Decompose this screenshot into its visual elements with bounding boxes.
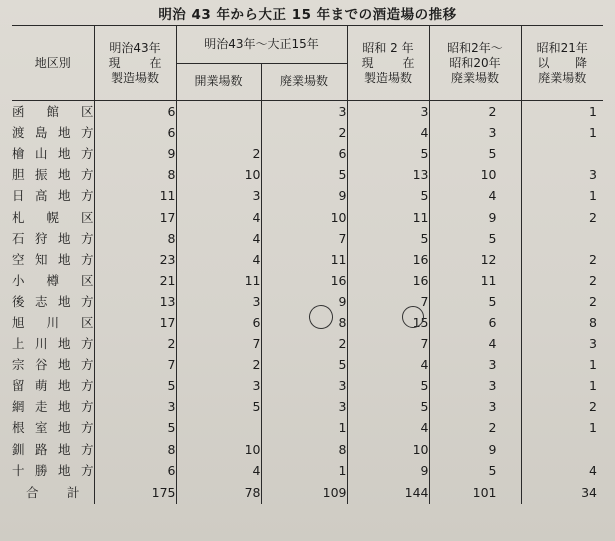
cell-s2-20: 3 bbox=[429, 122, 521, 143]
cell-s2-20: 5 bbox=[429, 291, 521, 312]
cell-s21: 2 bbox=[521, 396, 603, 417]
cell-s2-20: 5 bbox=[429, 143, 521, 164]
cell-s2: 13 bbox=[347, 164, 429, 185]
table-row bbox=[12, 185, 603, 206]
cell-s21: 2 bbox=[521, 291, 603, 312]
cell-close: 109 bbox=[261, 481, 347, 504]
cell-s21: 2 bbox=[521, 206, 603, 227]
cell-s2: 144 bbox=[347, 481, 429, 504]
cell-s2: 7 bbox=[347, 333, 429, 354]
cell-s21 bbox=[521, 439, 603, 460]
cell-close: 16 bbox=[261, 270, 347, 291]
region-name: 後 志 地 方 bbox=[12, 293, 94, 309]
cell-m43: 17 bbox=[94, 312, 176, 333]
header-span: 明治43年〜大正15年 bbox=[176, 26, 347, 64]
cell-s2: 9 bbox=[347, 460, 429, 481]
table-row bbox=[12, 270, 603, 291]
cell-s21: 1 bbox=[521, 417, 603, 438]
cell-m43: 8 bbox=[94, 439, 176, 460]
cell-m43: 175 bbox=[94, 481, 176, 504]
cell-m43: 13 bbox=[94, 291, 176, 312]
cell-open bbox=[176, 122, 261, 143]
cell-s2-20: 3 bbox=[429, 375, 521, 396]
header-m43: 明治43年 現 在 製造場数 bbox=[94, 26, 176, 101]
region-name: 檜 山 地 方 bbox=[12, 146, 94, 162]
cell-s2: 3 bbox=[347, 101, 429, 123]
cell-s21: 1 bbox=[521, 354, 603, 375]
cell-m43: 11 bbox=[94, 185, 176, 206]
cell-s2-20: 6 bbox=[429, 312, 521, 333]
cell-open: 4 bbox=[176, 228, 261, 249]
cell-m43: 21 bbox=[94, 270, 176, 291]
region-name: 留 萌 地 方 bbox=[12, 378, 94, 394]
header-close: 廃業場数 bbox=[261, 63, 347, 101]
table-row bbox=[12, 228, 603, 249]
cell-close: 9 bbox=[261, 291, 347, 312]
cell-s2-20: 9 bbox=[429, 439, 521, 460]
region-name: 胆 振 地 方 bbox=[12, 167, 94, 183]
cell-m43: 8 bbox=[94, 164, 176, 185]
cell-close: 3 bbox=[261, 396, 347, 417]
region-name: 小 樽 区 bbox=[12, 272, 94, 288]
cell-m43: 2 bbox=[94, 333, 176, 354]
cell-close: 8 bbox=[261, 439, 347, 460]
pen-circle-mark bbox=[402, 306, 424, 328]
cell-close: 3 bbox=[261, 101, 347, 123]
region-name: 石 狩 地 方 bbox=[12, 230, 94, 246]
cell-open: 3 bbox=[176, 185, 261, 206]
cell-s2: 10 bbox=[347, 439, 429, 460]
table-row bbox=[12, 101, 603, 123]
header-s2: 昭和 2 年 現 在 製造場数 bbox=[347, 26, 429, 101]
cell-open: 2 bbox=[176, 143, 261, 164]
table-row bbox=[12, 396, 603, 417]
cell-close: 7 bbox=[261, 228, 347, 249]
cell-close: 5 bbox=[261, 354, 347, 375]
cell-s21: 2 bbox=[521, 270, 603, 291]
cell-s21: 4 bbox=[521, 460, 603, 481]
table-title: 明治 43 年から大正 15 年までの酒造場の推移 bbox=[158, 7, 457, 23]
region-name: 合 計 bbox=[26, 484, 80, 500]
region-name: 空 知 地 方 bbox=[12, 251, 94, 267]
region-name: 上 川 地 方 bbox=[12, 336, 94, 352]
cell-s2: 5 bbox=[347, 185, 429, 206]
region-name: 函 館 区 bbox=[12, 104, 94, 120]
cell-s2-20: 11 bbox=[429, 270, 521, 291]
region-name: 渡 島 地 方 bbox=[12, 125, 94, 141]
cell-s21: 2 bbox=[521, 249, 603, 270]
cell-open bbox=[176, 101, 261, 123]
cell-s2: 4 bbox=[347, 354, 429, 375]
region-name: 根 室 地 方 bbox=[12, 420, 94, 436]
cell-close: 5 bbox=[261, 164, 347, 185]
table-row bbox=[12, 460, 603, 481]
cell-s21 bbox=[521, 228, 603, 249]
cell-s21: 1 bbox=[521, 185, 603, 206]
cell-close: 6 bbox=[261, 143, 347, 164]
cell-s21: 3 bbox=[521, 333, 603, 354]
cell-s2-20: 3 bbox=[429, 396, 521, 417]
cell-open: 10 bbox=[176, 439, 261, 460]
cell-s21: 34 bbox=[521, 481, 603, 504]
total-row bbox=[12, 481, 603, 504]
cell-s2: 4 bbox=[347, 417, 429, 438]
table-row bbox=[12, 333, 603, 354]
cell-s2-20: 3 bbox=[429, 354, 521, 375]
header-s2-20: 昭和2年〜 昭和20年 廃業場数 bbox=[429, 26, 521, 101]
cell-m43: 8 bbox=[94, 228, 176, 249]
table-row bbox=[12, 143, 603, 164]
table-row bbox=[12, 206, 603, 227]
cell-s2: 16 bbox=[347, 249, 429, 270]
cell-s2: 5 bbox=[347, 228, 429, 249]
cell-s2-20: 2 bbox=[429, 101, 521, 123]
cell-s21: 1 bbox=[521, 375, 603, 396]
cell-s21: 1 bbox=[521, 122, 603, 143]
cell-close: 11 bbox=[261, 249, 347, 270]
cell-s21: 3 bbox=[521, 164, 603, 185]
cell-m43: 5 bbox=[94, 375, 176, 396]
cell-open: 6 bbox=[176, 312, 261, 333]
cell-s2-20: 4 bbox=[429, 185, 521, 206]
region-name: 宗 谷 地 方 bbox=[12, 357, 94, 373]
header-open: 開業場数 bbox=[176, 63, 261, 101]
cell-open: 4 bbox=[176, 206, 261, 227]
header-row bbox=[12, 26, 603, 64]
cell-open: 3 bbox=[176, 375, 261, 396]
cell-open: 7 bbox=[176, 333, 261, 354]
cell-open: 3 bbox=[176, 291, 261, 312]
cell-m43: 6 bbox=[94, 460, 176, 481]
cell-s2: 16 bbox=[347, 270, 429, 291]
cell-m43: 9 bbox=[94, 143, 176, 164]
cell-open: 4 bbox=[176, 249, 261, 270]
table-body bbox=[12, 101, 603, 504]
cell-s2: 4 bbox=[347, 122, 429, 143]
cell-s2: 11 bbox=[347, 206, 429, 227]
table-row bbox=[12, 291, 603, 312]
header-region: 地区別 bbox=[12, 26, 94, 101]
cell-s2-20: 2 bbox=[429, 417, 521, 438]
cell-close: 9 bbox=[261, 185, 347, 206]
cell-s21 bbox=[521, 143, 603, 164]
region-name: 札 幌 区 bbox=[12, 209, 94, 225]
cell-close: 2 bbox=[261, 122, 347, 143]
brewery-table bbox=[12, 25, 603, 504]
cell-open: 11 bbox=[176, 270, 261, 291]
table-row bbox=[12, 439, 603, 460]
cell-s21: 8 bbox=[521, 312, 603, 333]
table-row bbox=[12, 312, 603, 333]
cell-s2-20: 101 bbox=[429, 481, 521, 504]
cell-m43: 6 bbox=[94, 101, 176, 123]
cell-m43: 3 bbox=[94, 396, 176, 417]
table-row bbox=[12, 417, 603, 438]
cell-s2: 5 bbox=[347, 396, 429, 417]
cell-open: 5 bbox=[176, 396, 261, 417]
region-name: 網 走 地 方 bbox=[12, 399, 94, 415]
cell-m43: 5 bbox=[94, 417, 176, 438]
cell-open: 2 bbox=[176, 354, 261, 375]
header-s21: 昭和21年 以 降 廃業場数 bbox=[521, 26, 603, 101]
table-row bbox=[12, 375, 603, 396]
cell-s2-20: 12 bbox=[429, 249, 521, 270]
cell-s2-20: 5 bbox=[429, 228, 521, 249]
cell-close: 10 bbox=[261, 206, 347, 227]
cell-close: 3 bbox=[261, 375, 347, 396]
region-name: 釧 路 地 方 bbox=[12, 441, 94, 457]
cell-close: 8 bbox=[261, 312, 347, 333]
region-name: 十 勝 地 方 bbox=[12, 462, 94, 478]
cell-m43: 7 bbox=[94, 354, 176, 375]
table-row bbox=[12, 354, 603, 375]
cell-s2-20: 4 bbox=[429, 333, 521, 354]
cell-m43: 23 bbox=[94, 249, 176, 270]
table-row bbox=[12, 164, 603, 185]
cell-s2-20: 5 bbox=[429, 460, 521, 481]
cell-s2: 7 bbox=[347, 291, 429, 312]
cell-m43: 17 bbox=[94, 206, 176, 227]
cell-open: 4 bbox=[176, 460, 261, 481]
cell-s21: 1 bbox=[521, 101, 603, 123]
region-name: 旭 川 区 bbox=[12, 314, 94, 330]
cell-s2: 15 bbox=[347, 312, 429, 333]
cell-s2: 5 bbox=[347, 143, 429, 164]
region-name: 日 高 地 方 bbox=[12, 188, 94, 204]
table-row bbox=[12, 249, 603, 270]
cell-open bbox=[176, 417, 261, 438]
table-row bbox=[12, 122, 603, 143]
cell-open: 10 bbox=[176, 164, 261, 185]
cell-close: 1 bbox=[261, 417, 347, 438]
cell-open: 78 bbox=[176, 481, 261, 504]
cell-close: 2 bbox=[261, 333, 347, 354]
cell-s2-20: 9 bbox=[429, 206, 521, 227]
cell-close: 1 bbox=[261, 460, 347, 481]
cell-m43: 6 bbox=[94, 122, 176, 143]
cell-s2-20: 10 bbox=[429, 164, 521, 185]
cell-s2: 5 bbox=[347, 375, 429, 396]
